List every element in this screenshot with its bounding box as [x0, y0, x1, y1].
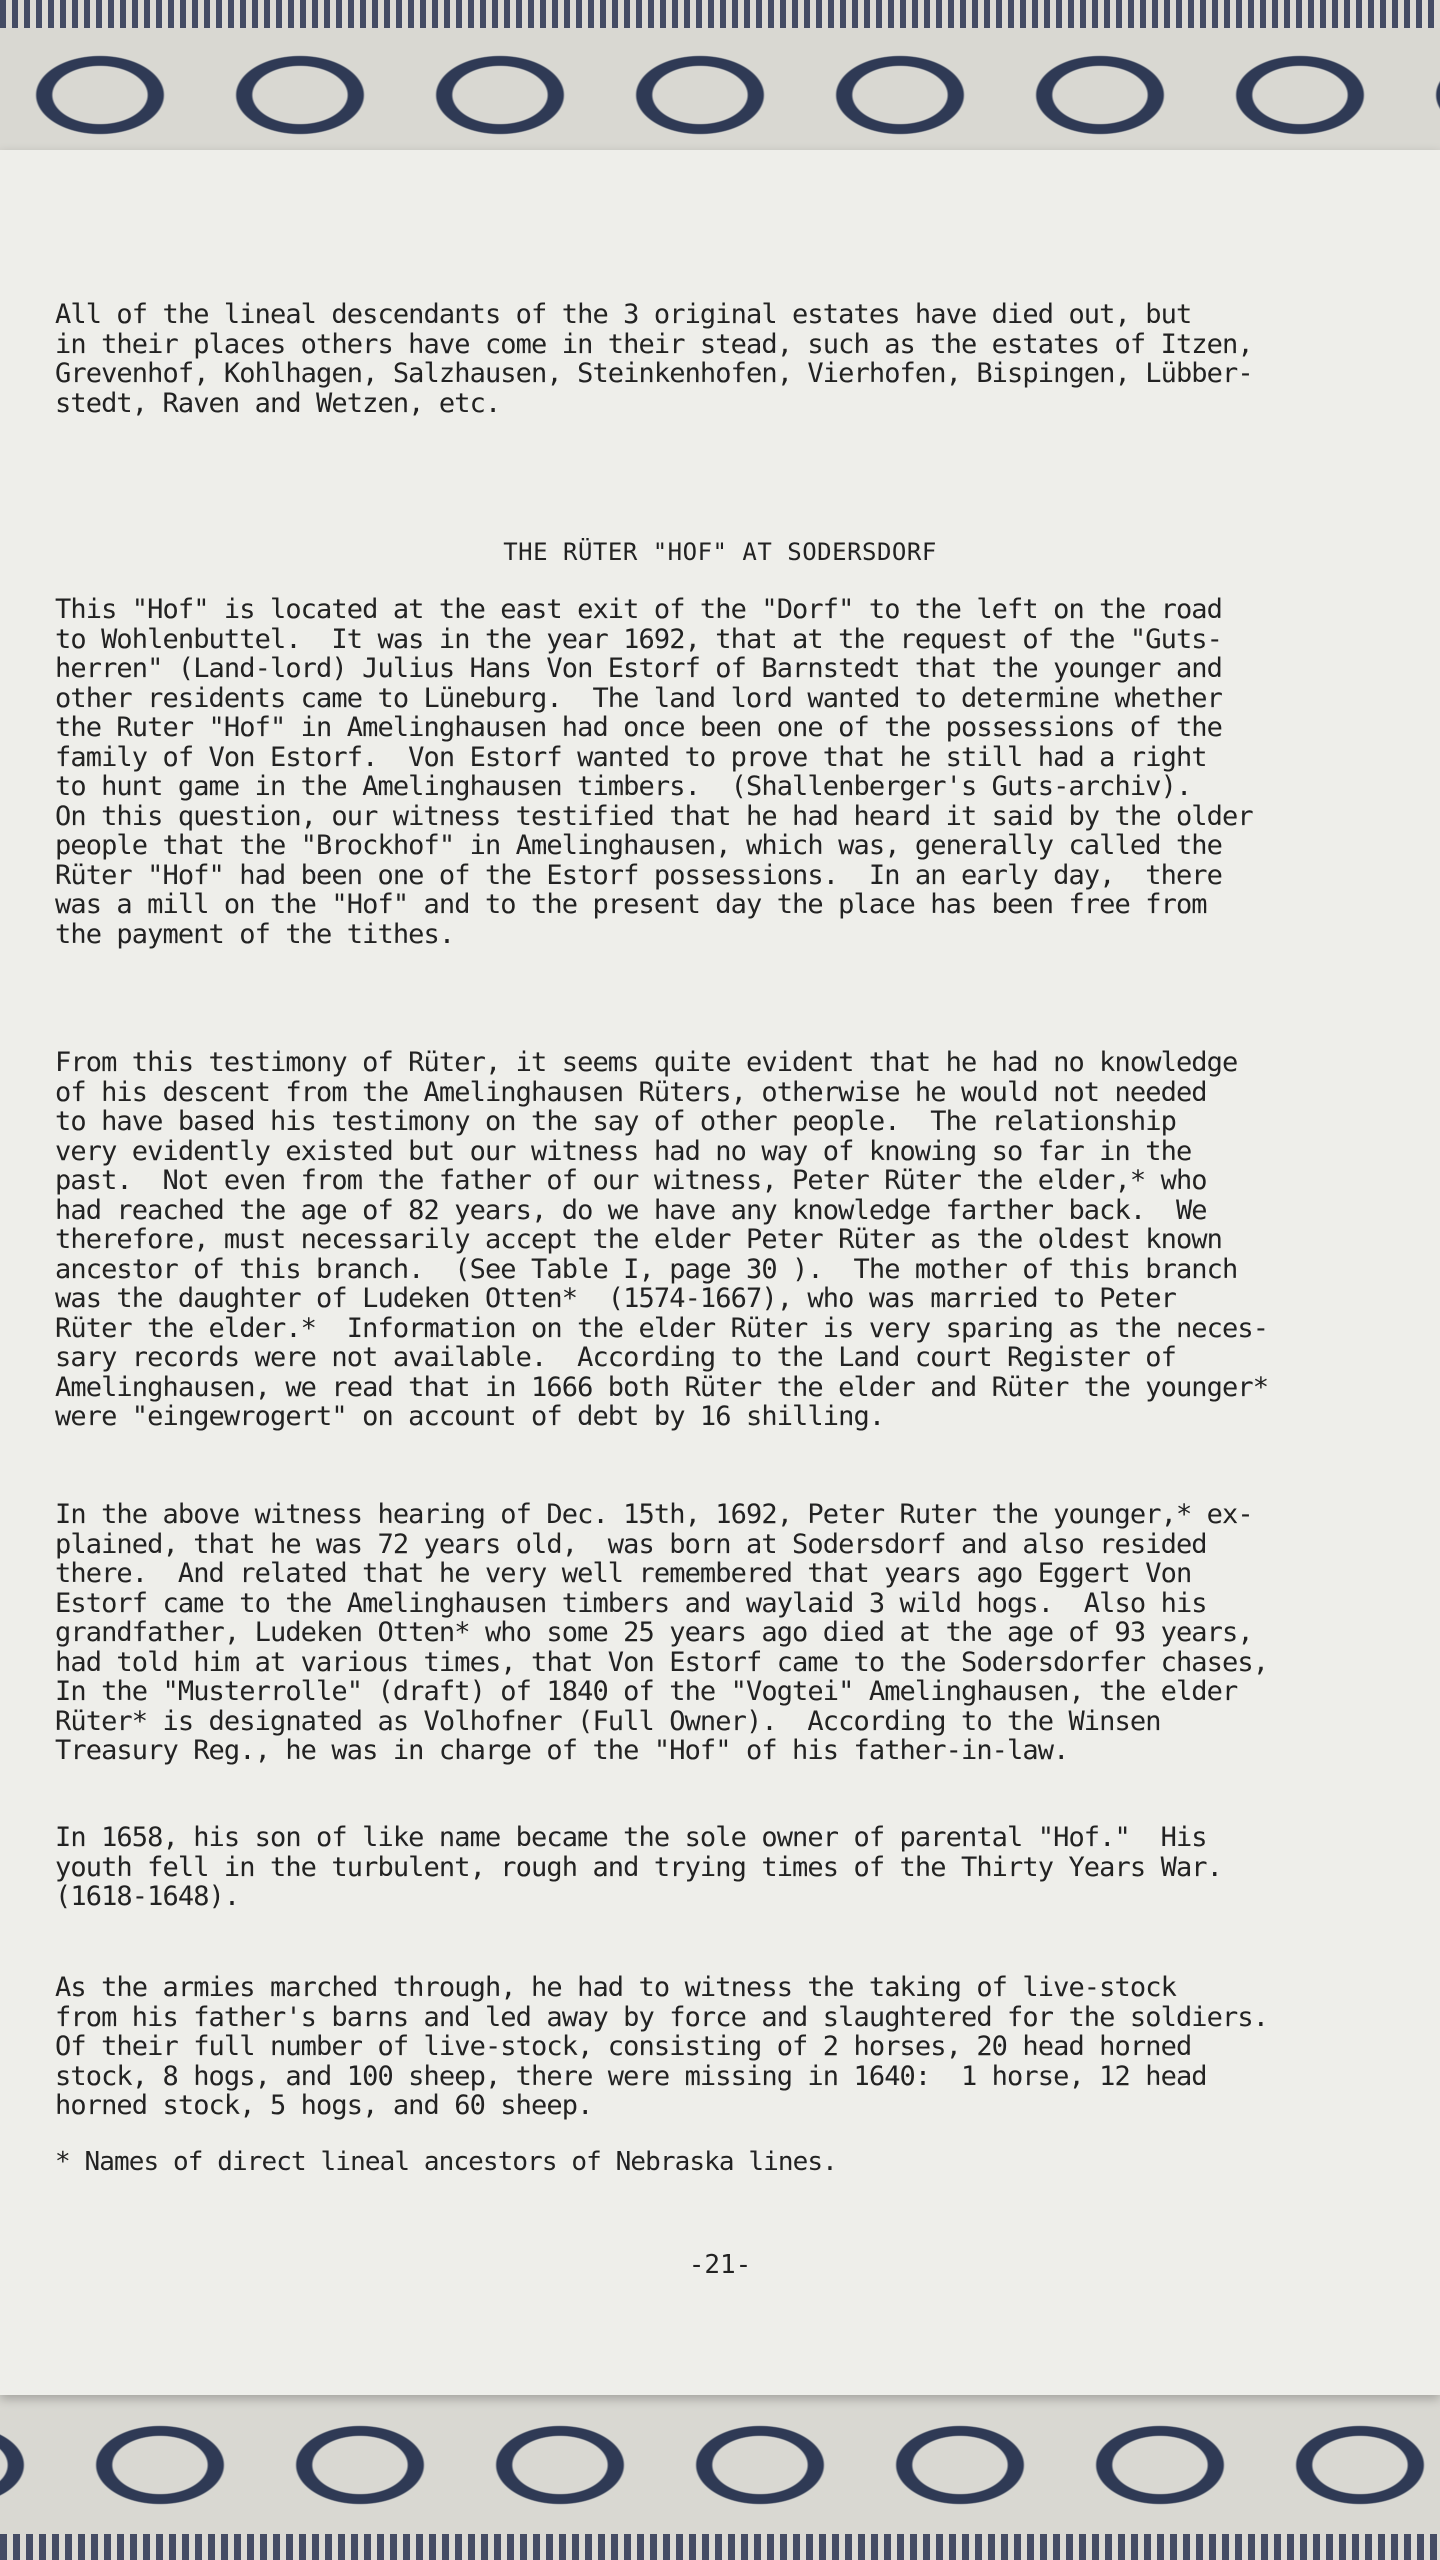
section-heading: THE RÜTER "HOF" AT SODERSDORF	[503, 538, 937, 566]
paragraph-witness-hearing: In the above witness hearing of Dec. 15th, 1692, Peter Ruter the younger,* ex- plained, that he was 72 years old, was born at Sodersdorf and also resided there. And related that he very well remembered that years ago Eggert Von Estorf came to the Amelinghausen timbers and waylaid 3 wild hogs. Also his grandfather, Ludeken Otten* who some 25 years ago died at the age of 93 years, had told him at various times, that Von Estorf came to the Sodersdorfer chases, In the "Musterrolle" (draft) of 1840 of the "Vogtei" Amelinghausen, the elder Rüter* is designated as Volhofner (Full Owner). According to the Winsen Treasury Reg., he was in charge of the "Hof" of his father-in-law.	[55, 1499, 1269, 1766]
paragraph-sole-owner: In 1658, his son of like name became the sole owner of parental "Hof." His youth fell in the turbulent, rough and trying times of the Thirty Years War. (1618-1648).	[55, 1822, 1223, 1912]
document-page	[0, 150, 1440, 2395]
intro-paragraph: All of the lineal descendants of the 3 original estates have died out, but in their places others have come in their stead, such as the estates of Itzen, Grevenhof, Kohlhagen, Salzhausen, Steinkenhofen, Vierhofen, Bispingen, Lübber- stedt, Raven and Wetzen, etc.	[55, 299, 1253, 419]
top-fabric-background	[0, 0, 1440, 160]
bottom-fabric-background	[0, 2380, 1440, 2560]
paragraph-hof-location: This "Hof" is located at the east exit of the "Dorf" to the left on the road to Wohlenbuttel. It was in the year 1692, that at the request of the "Guts- herren" (Land-lord) Julius Hans Von Estorf of Barnstedt that the younger and other residents came to Lüneburg. The land lord wanted to determine whether the Ruter "Hof" in Amelinghausen had once been one of the possessions of the family of Von Estorf. Von Estorf wanted to prove that he still had a right to hunt game in the Amelinghausen timbers. (Shallenberger's Guts-archiv). On this question, our witness testified that he had heard it said by the older people that the "Brockhof" in Amelinghausen, which was, generally called the Rüter "Hof" had been one of the Estorf possessions. In an early day, there was a mill on the "Hof" and to the present day the place has been free from the payment of the tithes.	[55, 594, 1253, 950]
paragraph-armies: As the armies marched through, he had to witness the taking of live-stock from his father's barns and led away by force and slaughtered for the soldiers. Of their full number of live-stock, consisting of 2 horses, 20 head horned stock, 8 hogs, and 100 sheep, there were missing in 1640: 1 horse, 12 head horned stock, 5 hogs, and 60 sheep.	[55, 1972, 1269, 2121]
footnote: * Names of direct lineal ancestors of Nebraska lines.	[55, 2147, 837, 2177]
paragraph-testimony: From this testimony of Rüter, it seems quite evident that he had no knowledge of his descent from the Amelinghausen Rüters, otherwise he would not needed to have based his testimony on the say of other people. The relationship very evidently existed but our witness had no way of knowing so far in the past. Not even from the father of our witness, Peter Rüter the elder,* who had reached the age of 82 years, do we have any knowledge farther back. We therefore, must necessarily accept the elder Peter Rüter as the oldest known ancestor of this branch. (See Table I, page 30 ). The mother of this branch was the daughter of Ludeken Otten* (1574-1667), who was married to Peter Rüter the elder.* Information on the elder Rüter is very sparing as the neces- sary records were not available. According to the Land court Register of Amelinghausen, we read that in 1666 both Rüter the elder and Rüter the younger* were "eingewrogert" on account of debt by 16 shilling.	[55, 1047, 1269, 1432]
page-number: -21-	[688, 2250, 752, 2280]
